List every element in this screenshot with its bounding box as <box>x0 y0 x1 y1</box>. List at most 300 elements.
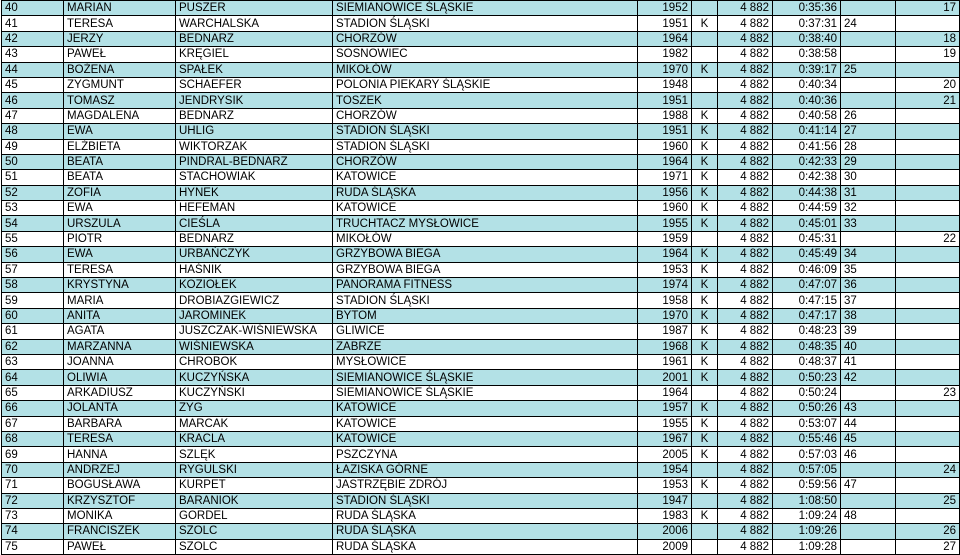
women-place-cell: 48 <box>841 508 896 523</box>
club-cell: RUDA ŚLĄSKA <box>333 539 638 554</box>
sex-cell: K <box>692 401 718 416</box>
distance-cell: 4 882 <box>718 139 773 154</box>
sex-cell: K <box>692 108 718 123</box>
place-cell: 54 <box>2 216 64 231</box>
time-cell: 0:38:58 <box>773 47 841 62</box>
women-place-cell <box>841 77 896 92</box>
first-name-cell: MONIKA <box>64 508 176 523</box>
distance-cell: 4 882 <box>718 462 773 477</box>
distance-cell: 4 882 <box>718 170 773 185</box>
place-cell: 72 <box>2 493 64 508</box>
birth-year-cell: 1953 <box>638 262 692 277</box>
last-name-cell: MARCAK <box>176 416 333 431</box>
last-name-cell: CIEŚLA <box>176 216 333 231</box>
place-cell: 70 <box>2 462 64 477</box>
birth-year-cell: 1951 <box>638 124 692 139</box>
birth-year-cell: 1948 <box>638 77 692 92</box>
women-place-cell <box>841 539 896 554</box>
place-cell: 61 <box>2 324 64 339</box>
time-cell: 1:09:26 <box>773 524 841 539</box>
last-name-cell: SZOLC <box>176 524 333 539</box>
time-cell: 0:59:56 <box>773 478 841 493</box>
club-cell: MYSŁOWICE <box>333 354 638 369</box>
club-cell: ZABRZE <box>333 339 638 354</box>
first-name-cell: EWA <box>64 124 176 139</box>
last-name-cell: JENDRYSIK <box>176 93 333 108</box>
first-name-cell: TOMASZ <box>64 93 176 108</box>
men-place-cell: 21 <box>896 93 960 108</box>
men-place-cell <box>896 478 960 493</box>
sex-cell: K <box>692 447 718 462</box>
place-cell: 53 <box>2 201 64 216</box>
women-place-cell: 39 <box>841 324 896 339</box>
men-place-cell: 22 <box>896 231 960 246</box>
place-cell: 40 <box>2 1 64 16</box>
sex-cell: K <box>692 324 718 339</box>
distance-cell: 4 882 <box>718 370 773 385</box>
birth-year-cell: 1955 <box>638 216 692 231</box>
table-row <box>2 185 960 200</box>
table-row <box>2 262 960 277</box>
place-cell: 52 <box>2 185 64 200</box>
sex-cell: K <box>692 216 718 231</box>
place-cell: 68 <box>2 431 64 446</box>
club-cell: SIEMIANOWICE ŚLĄSKIE <box>333 1 638 16</box>
men-place-cell <box>896 170 960 185</box>
distance-cell: 4 882 <box>718 324 773 339</box>
club-cell: TRUCHTACZ MYSŁOWICE <box>333 216 638 231</box>
women-place-cell: 46 <box>841 447 896 462</box>
first-name-cell: MARIA <box>64 293 176 308</box>
men-place-cell <box>896 508 960 523</box>
sex-cell: K <box>692 508 718 523</box>
place-cell: 47 <box>2 108 64 123</box>
sex-cell: K <box>692 339 718 354</box>
distance-cell: 4 882 <box>718 108 773 123</box>
first-name-cell: BEATA <box>64 170 176 185</box>
last-name-cell: KUCZYŃSKI <box>176 385 333 400</box>
women-place-cell <box>841 31 896 46</box>
club-cell: JASTRZĘBIE ZDRÓJ <box>333 478 638 493</box>
women-place-cell: 25 <box>841 62 896 77</box>
time-cell: 0:39:17 <box>773 62 841 77</box>
birth-year-cell: 1961 <box>638 354 692 369</box>
sex-cell <box>692 385 718 400</box>
last-name-cell: DROBIAZGIEWICZ <box>176 293 333 308</box>
table-row <box>2 493 960 508</box>
first-name-cell: MARIAN <box>64 1 176 16</box>
sex-cell <box>692 493 718 508</box>
birth-year-cell: 1947 <box>638 493 692 508</box>
time-cell: 0:45:31 <box>773 231 841 246</box>
first-name-cell: OLIWIA <box>64 370 176 385</box>
place-cell: 46 <box>2 93 64 108</box>
sex-cell: K <box>692 170 718 185</box>
first-name-cell: BEATA <box>64 154 176 169</box>
club-cell: CHORZÓW <box>333 31 638 46</box>
table-row <box>2 478 960 493</box>
last-name-cell: UHLIG <box>176 124 333 139</box>
last-name-cell: RYGULSKI <box>176 462 333 477</box>
sex-cell: K <box>692 308 718 323</box>
men-place-cell <box>896 247 960 262</box>
first-name-cell: EWA <box>64 247 176 262</box>
distance-cell: 4 882 <box>718 508 773 523</box>
results-body <box>2 1 960 555</box>
place-cell: 50 <box>2 154 64 169</box>
distance-cell: 4 882 <box>718 416 773 431</box>
time-cell: 0:45:49 <box>773 247 841 262</box>
birth-year-cell: 1960 <box>638 201 692 216</box>
birth-year-cell: 1970 <box>638 62 692 77</box>
time-cell: 0:37:31 <box>773 16 841 31</box>
distance-cell: 4 882 <box>718 493 773 508</box>
club-cell: KATOWICE <box>333 401 638 416</box>
birth-year-cell: 1964 <box>638 154 692 169</box>
birth-year-cell: 2009 <box>638 539 692 554</box>
time-cell: 1:09:24 <box>773 508 841 523</box>
men-place-cell: 20 <box>896 77 960 92</box>
sex-cell: K <box>692 370 718 385</box>
sex-cell: K <box>692 431 718 446</box>
table-row <box>2 385 960 400</box>
last-name-cell: ZYG <box>176 401 333 416</box>
birth-year-cell: 1987 <box>638 324 692 339</box>
time-cell: 0:41:56 <box>773 139 841 154</box>
distance-cell: 4 882 <box>718 539 773 554</box>
first-name-cell: PAWEŁ <box>64 47 176 62</box>
sex-cell <box>692 462 718 477</box>
table-row <box>2 124 960 139</box>
club-cell: GLIWICE <box>333 324 638 339</box>
table-row <box>2 416 960 431</box>
time-cell: 0:42:38 <box>773 170 841 185</box>
first-name-cell: ANITA <box>64 308 176 323</box>
place-cell: 43 <box>2 47 64 62</box>
distance-cell: 4 882 <box>718 1 773 16</box>
table-row <box>2 431 960 446</box>
birth-year-cell: 1974 <box>638 278 692 293</box>
club-cell: BYTOM <box>333 308 638 323</box>
first-name-cell: HANNA <box>64 447 176 462</box>
men-place-cell <box>896 339 960 354</box>
birth-year-cell: 1968 <box>638 339 692 354</box>
men-place-cell <box>896 216 960 231</box>
time-cell: 0:42:33 <box>773 154 841 169</box>
women-place-cell: 41 <box>841 354 896 369</box>
women-place-cell: 35 <box>841 262 896 277</box>
place-cell: 65 <box>2 385 64 400</box>
distance-cell: 4 882 <box>718 308 773 323</box>
table-row <box>2 216 960 231</box>
place-cell: 55 <box>2 231 64 246</box>
sex-cell: K <box>692 62 718 77</box>
women-place-cell <box>841 1 896 16</box>
club-cell: MIKOŁÓW <box>333 62 638 77</box>
club-cell: KATOWICE <box>333 201 638 216</box>
first-name-cell: ZOFIA <box>64 185 176 200</box>
last-name-cell: SCHAEFER <box>176 77 333 92</box>
last-name-cell: HYNEK <box>176 185 333 200</box>
last-name-cell: SZOLC <box>176 539 333 554</box>
distance-cell: 4 882 <box>718 247 773 262</box>
birth-year-cell: 1952 <box>638 1 692 16</box>
place-cell: 44 <box>2 62 64 77</box>
women-place-cell <box>841 524 896 539</box>
place-cell: 66 <box>2 401 64 416</box>
men-place-cell <box>896 324 960 339</box>
sex-cell: K <box>692 185 718 200</box>
club-cell: RUDA ŚLĄSKA <box>333 185 638 200</box>
sex-cell: K <box>692 124 718 139</box>
men-place-cell <box>896 62 960 77</box>
women-place-cell: 29 <box>841 154 896 169</box>
birth-year-cell: 2001 <box>638 370 692 385</box>
last-name-cell: HAŚNIK <box>176 262 333 277</box>
distance-cell: 4 882 <box>718 62 773 77</box>
time-cell: 0:57:05 <box>773 462 841 477</box>
women-place-cell <box>841 93 896 108</box>
men-place-cell: 24 <box>896 462 960 477</box>
last-name-cell: WIŚNIEWSKA <box>176 339 333 354</box>
first-name-cell: PIOTR <box>64 231 176 246</box>
place-cell: 58 <box>2 278 64 293</box>
women-place-cell: 47 <box>841 478 896 493</box>
women-place-cell: 28 <box>841 139 896 154</box>
birth-year-cell: 2005 <box>638 447 692 462</box>
birth-year-cell: 1954 <box>638 462 692 477</box>
women-place-cell <box>841 47 896 62</box>
first-name-cell: KRYSTYNA <box>64 278 176 293</box>
distance-cell: 4 882 <box>718 385 773 400</box>
place-cell: 69 <box>2 447 64 462</box>
men-place-cell: 19 <box>896 47 960 62</box>
birth-year-cell: 1959 <box>638 231 692 246</box>
birth-year-cell: 1951 <box>638 16 692 31</box>
table-row <box>2 324 960 339</box>
birth-year-cell: 1951 <box>638 93 692 108</box>
last-name-cell: KURPET <box>176 478 333 493</box>
table-row <box>2 1 960 16</box>
first-name-cell: BARBARA <box>64 416 176 431</box>
distance-cell: 4 882 <box>718 401 773 416</box>
table-row <box>2 401 960 416</box>
women-place-cell: 37 <box>841 293 896 308</box>
club-cell: TOSZEK <box>333 93 638 108</box>
place-cell: 71 <box>2 478 64 493</box>
club-cell: SOSNOWIEC <box>333 47 638 62</box>
first-name-cell: JERZY <box>64 31 176 46</box>
time-cell: 0:44:38 <box>773 185 841 200</box>
time-cell: 0:40:34 <box>773 77 841 92</box>
place-cell: 74 <box>2 524 64 539</box>
place-cell: 42 <box>2 31 64 46</box>
men-place-cell <box>896 108 960 123</box>
place-cell: 51 <box>2 170 64 185</box>
first-name-cell: JOLANTA <box>64 401 176 416</box>
table-row <box>2 278 960 293</box>
birth-year-cell: 1958 <box>638 293 692 308</box>
table-row <box>2 170 960 185</box>
birth-year-cell: 1964 <box>638 385 692 400</box>
last-name-cell: HEFEMAN <box>176 201 333 216</box>
club-cell: STADION ŚLĄSKI <box>333 16 638 31</box>
sex-cell <box>692 231 718 246</box>
first-name-cell: TERESA <box>64 16 176 31</box>
club-cell: GRZYBOWA BIEGA <box>333 262 638 277</box>
birth-year-cell: 1957 <box>638 401 692 416</box>
birth-year-cell: 1953 <box>638 478 692 493</box>
time-cell: 0:50:26 <box>773 401 841 416</box>
women-place-cell: 36 <box>841 278 896 293</box>
club-cell: STADION ŚLĄSKI <box>333 293 638 308</box>
women-place-cell: 42 <box>841 370 896 385</box>
table-row <box>2 231 960 246</box>
club-cell: SIEMIANOWICE ŚLĄSKIE <box>333 385 638 400</box>
distance-cell: 4 882 <box>718 201 773 216</box>
women-place-cell <box>841 385 896 400</box>
time-cell: 0:48:23 <box>773 324 841 339</box>
table-row <box>2 339 960 354</box>
distance-cell: 4 882 <box>718 293 773 308</box>
time-cell: 0:46:09 <box>773 262 841 277</box>
time-cell: 0:44:59 <box>773 201 841 216</box>
sex-cell <box>692 524 718 539</box>
last-name-cell: KRĘGIEL <box>176 47 333 62</box>
first-name-cell: AGATA <box>64 324 176 339</box>
distance-cell: 4 882 <box>718 431 773 446</box>
distance-cell: 4 882 <box>718 124 773 139</box>
table-row <box>2 139 960 154</box>
last-name-cell: KRACLA <box>176 431 333 446</box>
table-row <box>2 47 960 62</box>
men-place-cell <box>896 16 960 31</box>
place-cell: 75 <box>2 539 64 554</box>
men-place-cell <box>896 308 960 323</box>
sex-cell: K <box>692 262 718 277</box>
women-place-cell: 33 <box>841 216 896 231</box>
sex-cell <box>692 1 718 16</box>
men-place-cell <box>896 431 960 446</box>
sex-cell <box>692 77 718 92</box>
club-cell: KATOWICE <box>333 416 638 431</box>
table-row <box>2 93 960 108</box>
table-row <box>2 201 960 216</box>
distance-cell: 4 882 <box>718 47 773 62</box>
birth-year-cell: 1971 <box>638 170 692 185</box>
time-cell: 0:48:37 <box>773 354 841 369</box>
last-name-cell: GORDEL <box>176 508 333 523</box>
table-row <box>2 524 960 539</box>
birth-year-cell: 1960 <box>638 139 692 154</box>
women-place-cell: 27 <box>841 124 896 139</box>
men-place-cell: 25 <box>896 493 960 508</box>
table-row <box>2 354 960 369</box>
distance-cell: 4 882 <box>718 478 773 493</box>
birth-year-cell: 1970 <box>638 308 692 323</box>
sex-cell: K <box>692 139 718 154</box>
place-cell: 57 <box>2 262 64 277</box>
table-row <box>2 108 960 123</box>
table-row <box>2 62 960 77</box>
club-cell: RUDA ŚLĄSKA <box>333 524 638 539</box>
time-cell: 1:09:28 <box>773 539 841 554</box>
place-cell: 56 <box>2 247 64 262</box>
women-place-cell: 32 <box>841 201 896 216</box>
last-name-cell: PINDRAL-BEDNARZ <box>176 154 333 169</box>
last-name-cell: WARCHALSKA <box>176 16 333 31</box>
first-name-cell: ZYGMUNT <box>64 77 176 92</box>
place-cell: 73 <box>2 508 64 523</box>
place-cell: 48 <box>2 124 64 139</box>
men-place-cell <box>896 354 960 369</box>
first-name-cell: BOGUSŁAWA <box>64 478 176 493</box>
first-name-cell: ARKADIUSZ <box>64 385 176 400</box>
first-name-cell: EWA <box>64 201 176 216</box>
women-place-cell: 45 <box>841 431 896 446</box>
sex-cell: K <box>692 293 718 308</box>
time-cell: 0:41:14 <box>773 124 841 139</box>
sex-cell: K <box>692 416 718 431</box>
first-name-cell: URSZULA <box>64 216 176 231</box>
birth-year-cell: 1956 <box>638 185 692 200</box>
last-name-cell: KUCZYŃSKA <box>176 370 333 385</box>
table-row <box>2 370 960 385</box>
birth-year-cell: 1964 <box>638 247 692 262</box>
table-row <box>2 247 960 262</box>
men-place-cell <box>896 262 960 277</box>
men-place-cell: 23 <box>896 385 960 400</box>
table-row <box>2 462 960 477</box>
women-place-cell <box>841 462 896 477</box>
time-cell: 0:35:36 <box>773 1 841 16</box>
time-cell: 0:47:17 <box>773 308 841 323</box>
last-name-cell: STACHOWIAK <box>176 170 333 185</box>
time-cell: 0:53:07 <box>773 416 841 431</box>
distance-cell: 4 882 <box>718 278 773 293</box>
last-name-cell: KOZIOŁEK <box>176 278 333 293</box>
women-place-cell: 38 <box>841 308 896 323</box>
men-place-cell <box>896 293 960 308</box>
place-cell: 63 <box>2 354 64 369</box>
distance-cell: 4 882 <box>718 231 773 246</box>
last-name-cell: SZLĘK <box>176 447 333 462</box>
sex-cell <box>692 47 718 62</box>
last-name-cell: WIKTORZAK <box>176 139 333 154</box>
first-name-cell: ANDRZEJ <box>64 462 176 477</box>
men-place-cell: 26 <box>896 524 960 539</box>
men-place-cell <box>896 278 960 293</box>
place-cell: 64 <box>2 370 64 385</box>
first-name-cell: BOŻENA <box>64 62 176 77</box>
birth-year-cell: 1988 <box>638 108 692 123</box>
table-row <box>2 31 960 46</box>
women-place-cell: 43 <box>841 401 896 416</box>
time-cell: 0:40:58 <box>773 108 841 123</box>
distance-cell: 4 882 <box>718 185 773 200</box>
place-cell: 49 <box>2 139 64 154</box>
men-place-cell: 17 <box>896 1 960 16</box>
table-row <box>2 16 960 31</box>
table-row <box>2 508 960 523</box>
time-cell: 0:38:40 <box>773 31 841 46</box>
distance-cell: 4 882 <box>718 524 773 539</box>
sex-cell <box>692 539 718 554</box>
first-name-cell: TERESA <box>64 431 176 446</box>
first-name-cell: FRANCISZEK <box>64 524 176 539</box>
last-name-cell: BEDNARZ <box>176 31 333 46</box>
club-cell: ŁAZISKA GÓRNE <box>333 462 638 477</box>
